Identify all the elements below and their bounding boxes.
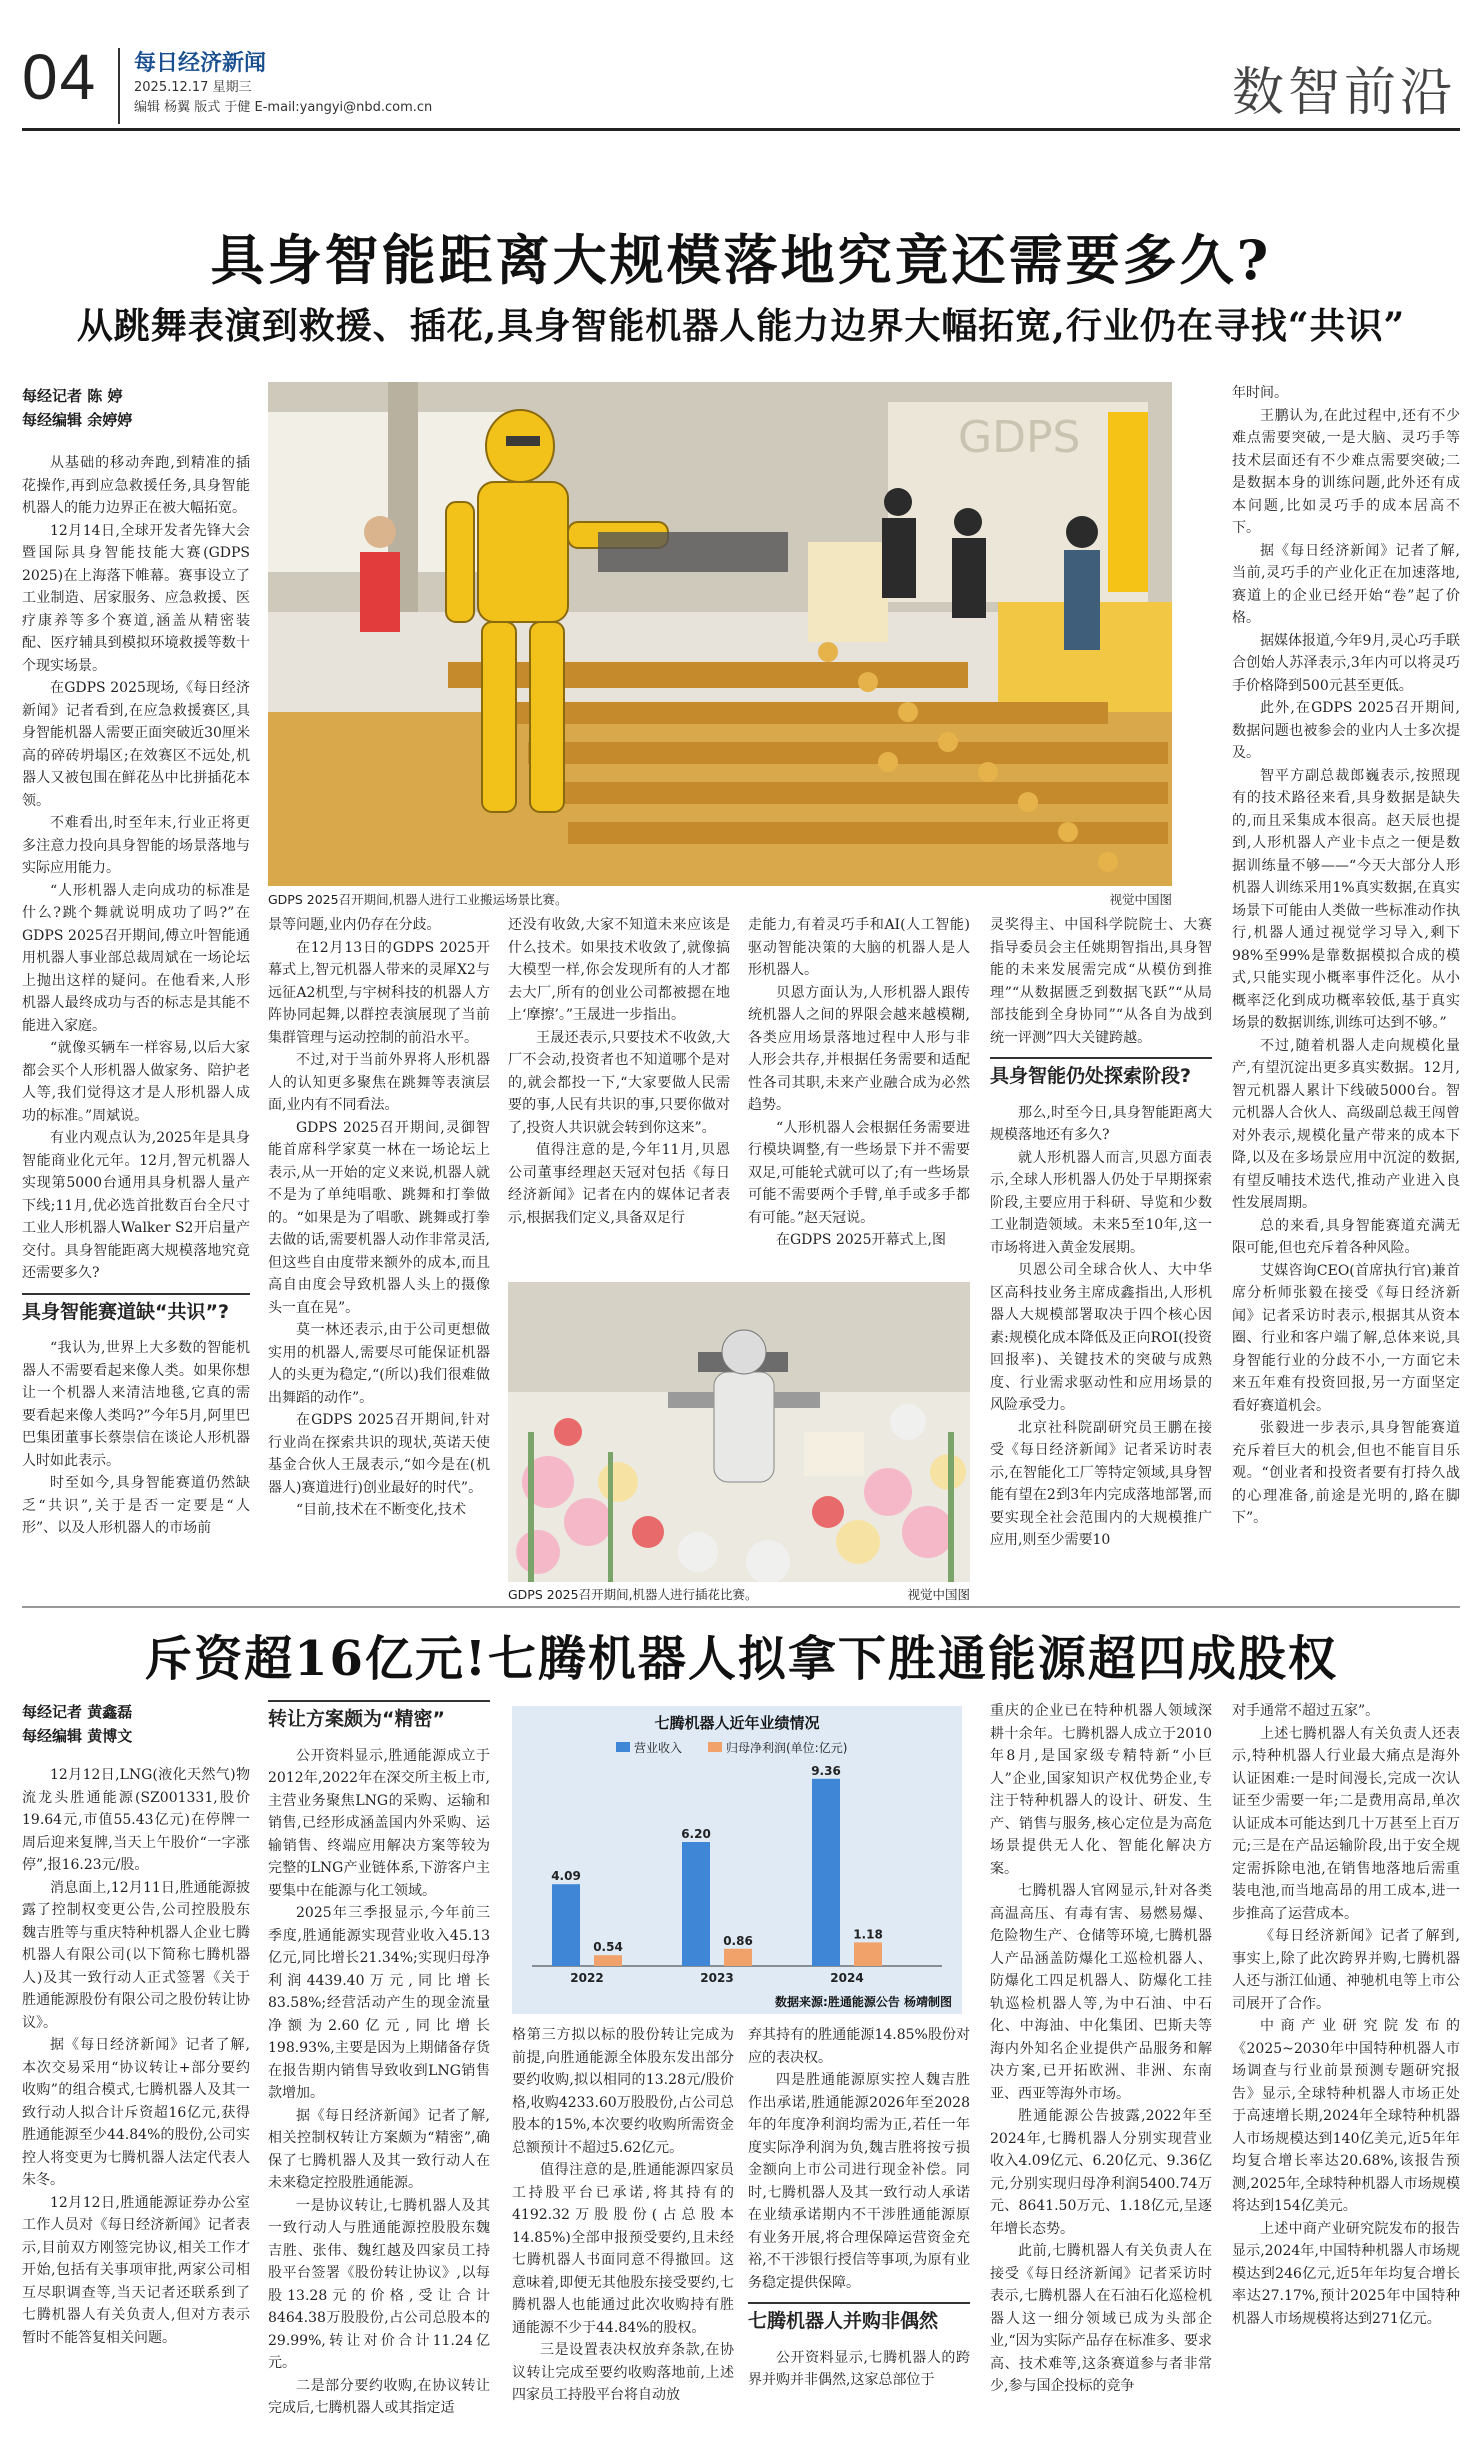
paragraph: 艾媒咨询CEO(首席执行官)兼首席分析师张毅在接受《每日经济新闻》记者采访时表示,根据其从资本圈、行业和客户端了解,总体来说,具身智能行业的分歧不小,一方面它未来五年难有投资回报,另一方面坚定看好赛道机会。	[1232, 1262, 1460, 1414]
paragraph: 2025年三季报显示,今年前三季度,胜通能源实现营业收入45.13亿元,同比增长21.34%;实现归母净利润4439.40万元,同比增长83.58%;经营活动产生的现金流量净额为2.60亿元,同比增长198.93%,主要是因为上期储备存货在报告期内销售导致收到LNG销售款增加。	[268, 1905, 490, 2101]
paragraph: 景等问题,业内仍存在分歧。	[268, 917, 441, 933]
story2-editor: 每经编辑 黄博文	[22, 1727, 133, 1745]
data-label-profit-2022: 0.54	[593, 1940, 623, 1955]
paragraph: 上述七腾机器人有关负责人还表示,特种机器人行业最大痛点是海外认证困难:一是时间漫长,完成一次认证至少需要一年;二是费用高昂,单次认证成本可能达到几十万甚至上百万元;三是在产品运输阶段,出于安全规定需拆除电池,在销售地落地后需重装电池,而当地高昂的用工成本,进一步推高了运营成本。	[1232, 1725, 1460, 1922]
paragraph: 在GDPS 2025开幕式上,图	[776, 1232, 946, 1248]
story2-reporter: 每经记者 黄鑫磊	[22, 1703, 133, 1721]
paragraph: 对手通常不超过五家”。	[1232, 1703, 1380, 1719]
paragraph: 四是胜通能源原实控人魏吉胜作出承诺,胜通能源2026年至2028年的年度净利润均需为正,若任一年度实际净利润为负,魏吉胜将按亏损金额向上市公司进行现金补偿。同时,七腾机器人及其一致行动人承诺在业绩承诺期内不干涉胜通能源原有业务开展,将合理保障运营资金充裕,不干涉银行授信等事项,为原有业务稳定提供保障。	[748, 2072, 970, 2291]
paragraph: 智平方副总裁郎巍表示,按照现有的技术路径来看,具身数据是缺失的,而且采集成本很高。赵天辰也提到,人形机器人产业卡点之一便是数据训练量不够——“今天大部分人形机器人训练采用1%真实数据,在真实场景下可能由人类做一些标准动作执行,机器人通过视觉学习导入,剩下98%至99%是靠数据模拟合成的模式,只能实现小概率事件泛化。从小概率泛化到成功概率较低,基于真实场景的数据训练,训练可达到不够。”	[1232, 767, 1460, 1031]
robot-carrying-photo	[268, 382, 1172, 886]
bar-revenue-2022	[552, 1884, 580, 1966]
paragraph: 不过,随着机器人走向规模化量产,有望沉淀出更多真实数据。12月,智元机器人累计下线破5000台。智元机器人合伙人、高级副总裁王闯曾对外表示,规模化量产带来的成本下降,以及在多场景应用中沉淀的数据,有望反哺技术迭代,推动产业进入良性发展周期。	[1232, 1037, 1460, 1211]
paragraph: 格第三方拟以标的股份转让完成为前提,向胜通能源全体股东发出部分要约收购,拟以相同的13.28元/股价格,收购4233.60万股股份,占公司总股本的15%,本次要约收购所需资金总额预计不超过5.62亿元。	[512, 2027, 734, 2156]
x-tick-2022: 2022	[570, 1971, 604, 1985]
x-tick-2024: 2024	[830, 1971, 864, 1985]
paragraph: 莫一林还表示,由于公司更想做实用的机器人,需要尽可能保证机器人的头更为稳定,“(所以)我们很难做出舞蹈的动作”。	[268, 1322, 490, 1406]
photo1-caption: GDPS 2025召开期间,机器人进行工业搬运场景比赛。	[268, 892, 568, 907]
story1-headline: 具身智能距离大规模落地究竟还需要多久?	[210, 228, 1272, 292]
legend-swatch-profit	[708, 1742, 722, 1752]
revenue-chart-svg	[512, 1706, 962, 2014]
story-divider	[22, 1606, 1460, 1608]
masthead-divider	[118, 48, 120, 124]
section-title: 数智前沿	[1231, 63, 1456, 123]
story1-column-6	[1232, 382, 1460, 1598]
story1-column-3	[508, 914, 730, 1270]
paragraph: 不过,对于当前外界将人形机器人的认知更多聚焦在跳舞等表演层面,业内有不同看法。	[268, 1052, 490, 1113]
story2-headline: 斥资超16亿元!七腾机器人拟拿下胜通能源超四成股权	[144, 1631, 1338, 1687]
data-label-revenue-2024: 9.36	[811, 1763, 841, 1778]
story1-byline	[22, 384, 262, 432]
flower-arranging-photo	[508, 1282, 970, 1582]
revenue-chart	[512, 1706, 962, 2014]
paragraph: 一是协议转让,七腾机器人及其一致行动人与胜通能源控股股东魏吉胜、张伟、魏红越及四家员工持股平台签署《股份转让协议》,以每股13.28元的价格,受让合计8464.38万股股份,占公司总股本的29.99%,转让对价合计11.24亿元。	[268, 2197, 490, 2371]
paragraph: 三是设置表决权放弃条款,在协议转让完成至要约收购落地前,上述四家员工持股平台将自动放	[512, 2342, 734, 2403]
paragraph: 公开资料显示,七腾机器人的跨界并购并非偶然,这家总部位于	[748, 2349, 970, 2388]
paragraph: “人形机器人走向成功的标准是什么?跳个舞就说明成功了吗?”在GDPS 2025召开期间,傅立叶智能通用机器人事业部总裁周斌在一场论坛上抛出这样的疑问。在他看来,人形机器人最终成功与否的标志是其能不能进入家庭。	[22, 882, 250, 1034]
paragraph: 在GDPS 2025召开期间,针对行业尚在探索共识的现状,英诺天使基金合伙人王晟表示,“如今是在(机器人)赛道进行)创业最好的时代”。	[268, 1412, 490, 1496]
story1-subhead: 从跳舞表演到救援、插花,具身智能机器人能力边界大幅拓宽,行业仍在寻找“共识”	[76, 305, 1406, 347]
story2-column-5	[990, 1700, 1212, 2424]
bar-profit-2024	[854, 1942, 882, 1966]
paragraph: 还没有收敛,大家不知道未来应该是什么技术。如果技术收敛了,就像搞大模型一样,你会发现所有的人才都去大厂,所有的创业公司都被摁在地上‘摩擦’。”王晟进一步指出。	[508, 917, 730, 1023]
bar-revenue-2023	[682, 1842, 710, 1966]
story2-column-6	[1232, 1700, 1460, 2424]
paragraph: “我认为,世界上大多数的智能机器人不需要看起来像人类。如果你想让一个机器人来清洁地毯,它真的需要看起来像人类吗?”今年5月,阿里巴巴集团董事长蔡崇信在谈论人形机器人时如此表示。	[22, 1340, 250, 1469]
x-tick-2023: 2023	[700, 1971, 734, 1985]
paragraph: 从基础的移动奔跑,到精准的插花操作,再到应急救援任务,具身智能机器人的能力边界正在被大幅拓宽。	[22, 455, 250, 516]
paragraph: 灵奖得主、中国科学院院士、大赛指导委员会主任姚期智指出,具身智能的未来发展需完成“从模仿到推理”“从数据匮乏到数据飞跃”“从局部技能到全身协同”“从各自为战到统一评测”四大关键跨越。	[990, 917, 1212, 1046]
paragraph: 王鹏认为,在此过程中,还有不少难点需要突破,一是大脑、灵巧手等技术层面还有不少难点需要突破;二是数据本身的训练问题,此外还有成本问题,比如灵巧手的成本居高不下。	[1232, 407, 1460, 536]
story2-column-4	[748, 2024, 970, 2424]
page-editors: 编辑 杨翼 版式 于健 E-mail:yangyi@nbd.com.cn	[134, 100, 433, 115]
chart-title: 七腾机器人近年业绩情况	[654, 1714, 820, 1732]
paragraph: 消息面上,12月11日,胜通能源披露了控制权变更公告,公司控股股东魏吉胜等与重庆特种机器人企业七腾机器人有限公司(以下简称七腾机器人)及其一致行动人正式签署《关于胜通能源股份有限公司之股份转让协议》。	[22, 1879, 250, 2031]
story1-column-1	[22, 452, 250, 1598]
photo2-caption: GDPS 2025召开期间,机器人进行插花比赛。	[508, 1587, 758, 1602]
paragraph: 时至如今,具身智能赛道仍然缺乏“共识”,关于是否一定要是“人形”、以及人形机器人的市场前	[22, 1475, 250, 1536]
paragraph: 《每日经济新闻》记者了解到,事实上,除了此次跨界并购,七腾机器人还与浙江仙通、神驰机电等上市公司展开了合作。	[1232, 1928, 1460, 2012]
bar-revenue-2024	[812, 1779, 840, 1966]
story1-reporter: 每经记者 陈 婷	[22, 387, 123, 405]
story1-editor: 每经编辑 余婷婷	[22, 411, 133, 429]
paragraph: GDPS 2025召开期间,灵御智能首席科学家莫一林在一场论坛上表示,从一开始的定义来说,机器人就不是为了单纯唱歌、跳舞和打拳做的。“如果是为了唱歌、跳舞或打拳去做的话,需要机器人动作非常灵活,但这些自由度带来额外的成本,而且高自由度会导致机器人头上的摄像头一直在晃”。	[268, 1119, 490, 1316]
data-label-revenue-2022: 4.09	[551, 1869, 581, 1884]
svg-text:GDPS: GDPS	[958, 412, 1081, 463]
story2-column-1	[22, 1764, 250, 2424]
story2-column-3	[512, 2024, 734, 2424]
paragraph: 12月12日,胜通能源证券办公室工作人员对《每日经济新闻》记者表示,目前双方刚签完协议,相关工作才开始,包括有关事项审批,两家公司相互尽职调查等,当天记者还联系到了七腾机器人有关负责人,但对方表示暂时不能答复相关问题。	[22, 2194, 250, 2346]
photo1-credit: 视觉中国图	[1109, 892, 1172, 907]
data-label-revenue-2023: 6.20	[681, 1827, 711, 1841]
paragraph: 有业内观点认为,2025年是具身智能商业化元年。12月,智元机器人实现第5000台通用具身机器人量产下线;11月,优必选首批数百台全尺寸工业人形机器人Walker S2开启量产交付。具身智能距离大规模落地究竟还需要多久?	[22, 1130, 250, 1281]
paragraph: “目前,技术在不断变化,技术	[296, 1502, 467, 1518]
paragraph: 在12月13日的GDPS 2025开幕式上,智元机器人带来的灵犀X2与远征A2机型,与宇树科技的机器人方阵协同起舞,以群控表演展现了当前集群管理与运动控制的前沿水平。	[268, 939, 490, 1046]
paragraph: “人形机器人会根据任务需要进行模块调整,有一些场景下并不需要双足,可能轮式就可以了;有一些场景可能不需要两个手臂,单手或多手都有可能。”赵天冠说。	[748, 1119, 970, 1226]
paragraph: 值得注意的是,今年11月,贝恩公司董事经理赵天冠对包括《每日经济新闻》记者在内的媒体记者表示,根据我们定义,具备双足行	[508, 1142, 730, 1226]
photo1-caption-bar	[268, 890, 1172, 908]
paragraph: 在GDPS 2025现场,《每日经济新闻》记者看到,在应急救援赛区,具身智能机器人需要正面突破近30厘米高的碎砖坍塌区;在效赛区不远处,机器人又被包围在鲜花丛中比拼插花本领。	[22, 680, 250, 809]
legend-label-profit: 归母净利润(单位:亿元)	[726, 1741, 848, 1755]
paragraph: 中商产业研究院发布的《2025~2030年中国特种机器人市场调查与行业前景预测专题研究报告》显示,全球特种机器人市场正处于高速增长期,2024年全球特种机器人市场规模达到140亿美元,近5年年均复合增长率达20.68%,该报告预测,2025年,全球特种机器人市场规模将达到154亿美元。	[1232, 2018, 1460, 2214]
legend-swatch-revenue	[616, 1742, 630, 1752]
story1-subheading-2: 具身智能仍处探索阶段?	[990, 1057, 1212, 1096]
paragraph: 张毅进一步表示,具身智能赛道充斥着巨大的机会,但也不能盲目乐观。“创业者和投资者要有打持久战的心理准备,前途是光明的,路在脚下”。	[1232, 1420, 1460, 1526]
story1-column-4	[748, 914, 970, 1270]
legend-label-revenue: 营业收入	[634, 1741, 683, 1755]
paragraph: 王晟还表示,只要技术不收敛,大厂不会动,投资者也不知道哪个是对的,就会都投一下,“大家要做人民需要的事,人民有共识的事,只要你做对了,投资人共识就会转到你这来”。	[508, 1029, 730, 1136]
paragraph: 12月12日,LNG(液化天然气)物流龙头胜通能源(SZ001331,股价19.64元,市值55.43亿元)在停牌一周后迎来复牌,当天上午股价“一字涨停”,报16.23元/股。	[22, 1767, 250, 1873]
chart-source: 数据来源:胜通能源公告 杨靖制图	[775, 1995, 952, 2009]
paragraph: “就像买辆车一样容易,以后大家都会买个人形机器人做家务、陪护老人等,我们觉得这才是人形机器人成功的标准。”周斌说。	[22, 1040, 250, 1124]
paragraph: 年时间。	[1232, 385, 1288, 401]
paragraph: 此前,七腾机器人有关负责人在接受《每日经济新闻》记者采访时表示,七腾机器人在石油石化巡检机器人这一细分领域已成为头部企业,“因为实际产品存在标准多、要求高、技术难等,这条赛道参与者非常少,参与国企投标的竞争	[990, 2243, 1212, 2394]
paragraph: 公开资料显示,胜通能源成立于2012年,2022年在深交所主板上市,主营业务聚焦LNG的采购、运输和销售,已经形成涵盖国内外采购、运输销售、终端应用解决方案等较为完整的LNG产业链体系,下游客户主要集中在能源与化工领域。	[268, 1747, 490, 1899]
story2-subheading-1: 转让方案颇为“精密”	[268, 1700, 490, 1739]
story1-subheading-1: 具身智能赛道缺“共识”?	[22, 1293, 250, 1332]
issue-date: 2025.12.17 星期三	[134, 80, 252, 95]
paragraph: 据《每日经济新闻》记者了解,相关控制权转让方案颇为“精密”,确保了七腾机器人及其一致行动人在未来稳定控股胜通能源。	[268, 2107, 490, 2191]
paragraph: 据《每日经济新闻》记者了解,本次交易采用“协议转让+部分要约收购”的组合模式,七腾机器人及其一致行动人拟合计斥资超16亿元,获得胜通能源至少44.84%的股份,公司实控人将变更为七腾机器人法定代表人朱冬。	[22, 2037, 250, 2188]
paragraph: 贝恩方面认为,人形机器人跟传统机器人之间的界限会越来越模糊,各类应用场景落地过程中人形与非人形会共存,并根据任务需要和适配性各司其职,未来产业融合成为必然趋势。	[748, 984, 970, 1113]
paragraph: 那么,时至今日,具身智能距离大规模落地还有多久?	[990, 1104, 1212, 1143]
bar-profit-2022	[594, 1955, 622, 1966]
page-number: 04	[22, 41, 98, 113]
paragraph: 七腾机器人官网显示,针对各类高温高压、有毒有害、易燃易爆、危险物生产、仓储等环境,七腾机器人产品涵盖防爆化工巡检机器人、防爆化工四足机器人、防爆化工挂轨巡检机器人等,为中石油、中石化、中海油、中化集团、巴斯夫等海内外知名企业提供产品服务和解决方案,已开拓欧洲、非洲、东南亚、西亚等海外市场。	[990, 1883, 1212, 2102]
paragraph: 不难看出,时至年末,行业正将更多注意力投向具身智能的场景落地与实际应用能力。	[22, 815, 250, 876]
paragraph: 重庆的企业已在特种机器人领域深耕十余年。七腾机器人成立于2010年8月,是国家级专精特新“小巨人”企业,国家知识产权优势企业,专注于特种机器人的设计、研发、生产、销售与服务,核心定位是为高危场景提供无人化、智能化解决方案。	[990, 1703, 1212, 1877]
story1-column-5	[990, 914, 1212, 1598]
story1-column-2	[268, 914, 490, 1598]
masthead-rule	[22, 128, 1460, 131]
paragraph: 就人形机器人而言,贝恩方面表示,全球人形机器人仍处于早期探索阶段,主要应用于科研、导览和少数工业制造领域。未来5至10年,这一市场将进入黄金发展期。	[990, 1149, 1212, 1256]
photo2-caption-bar	[508, 1585, 970, 1603]
data-label-profit-2024: 1.18	[853, 1927, 883, 1942]
paragraph: 12月14日,全球开发者先锋大会暨国际具身智能技能大赛(GDPS 2025)在上海落下帷幕。赛事设立了工业制造、居家服务、应急救援、医疗康养等多个赛道,涵盖从精密装配、医疗辅具到模拟环境救援等数十个现实场景。	[22, 522, 250, 674]
paragraph: 上述中商产业研究院发布的报告显示,2024年,中国特种机器人市场规模达到246亿元,近5年年均复合增长率达27.17%,预计2025年中国特种机器人市场规模将达到271亿元。	[1232, 2220, 1460, 2327]
story2-column-2	[268, 1700, 490, 2424]
paragraph: 弃其持有的胜通能源14.85%股份对应的表决权。	[748, 2027, 970, 2066]
story2-byline	[22, 1700, 262, 1748]
paragraph: 二是部分要约收购,在协议转让完成后,七腾机器人或其指定适	[268, 2377, 490, 2416]
story2-subheading-2: 七腾机器人并购非偶然	[748, 2302, 970, 2341]
paragraph: 贝恩公司全球合伙人、大中华区高科技业务主席成鑫指出,人形机器人大规模部署取决于四个核心因素:规模化成本降低及正向ROI(投资回报率)、关键技术的突破与成熟度、行业需求驱动性和应用场景的风险承受力。	[990, 1262, 1212, 1413]
paragraph: 此外,在GDPS 2025召开期间,数据问题也被参会的业内人士多次提及。	[1232, 700, 1460, 761]
paragraph: 北京社科院副研究员王鹏在接受《每日经济新闻》记者采访时表示,在智能化工厂等特定领域,具身智能有望在2到3年内完成落地部署,而要实现全社会范围内的大规模推广应用,则至少需要10	[990, 1419, 1212, 1548]
paragraph: 据《每日经济新闻》记者了解,当前,灵巧手的产业化正在加速落地,赛道上的企业已经开始“卷”起了价格。	[1232, 542, 1460, 626]
photo2-credit: 视觉中国图	[907, 1587, 970, 1602]
paragraph: 据媒体报道,今年9月,灵心巧手联合创始人苏泽表示,3年内可以将灵巧手价格降到500元甚至更低。	[1232, 632, 1460, 694]
paragraph: 值得注意的是,胜通能源四家员工持股平台已承诺,将其持有的4192.32万股股份(占总股本14.85%)全部申报预受要约,且未经七腾机器人书面同意不得撤回。这意味着,即便无其他股东接受要约,七腾机器人也能通过此次收购持有胜通能源不少于44.84%的股权。	[512, 2162, 734, 2336]
paragraph: 胜通能源公告披露,2022年至2024年,七腾机器人分别实现营业收入4.09亿元、6.20亿元、9.36亿元,分别实现归母净利润5400.74万元、8641.50万元、1.18亿元,呈逐年增长态势。	[990, 2108, 1212, 2237]
paragraph: 走能力,有着灵巧手和AI(人工智能)驱动智能决策的大脑的机器人是人形机器人。	[748, 917, 970, 978]
paper-name: 每日经济新闻	[134, 51, 267, 76]
bar-profit-2023	[724, 1949, 752, 1966]
paragraph: 总的来看,具身智能赛道充满无限可能,但也充斥着各种风险。	[1232, 1217, 1460, 1256]
data-label-profit-2023: 0.86	[723, 1933, 753, 1948]
